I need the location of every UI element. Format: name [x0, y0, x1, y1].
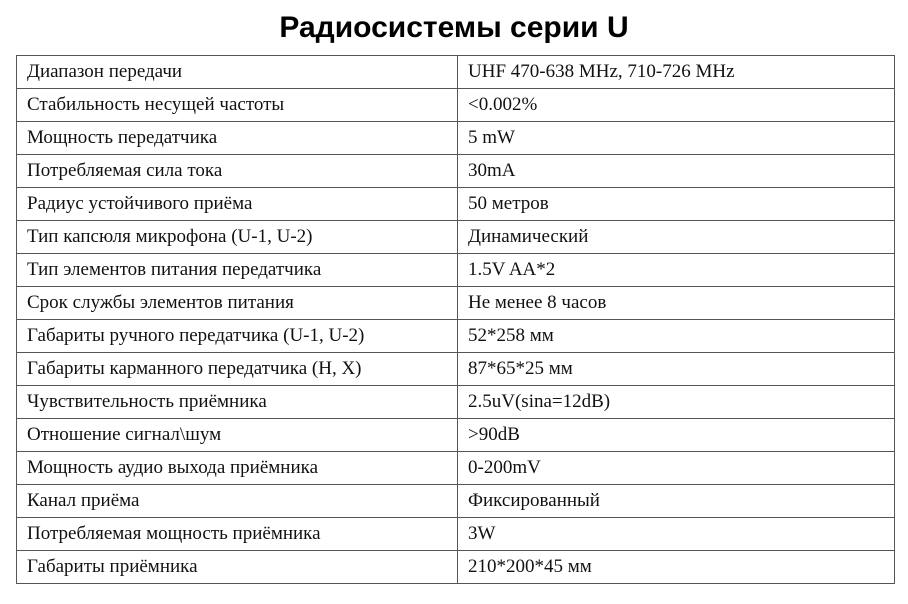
specs-table-body — [17, 56, 895, 584]
value-cell: 210*200*45 мм — [458, 551, 895, 584]
parameter-cell: Канал приёма — [17, 485, 458, 518]
value-cell: 50 метров — [458, 188, 895, 221]
table-row — [17, 122, 895, 155]
parameter-cell: Потребляемая сила тока — [17, 155, 458, 188]
table-row — [17, 287, 895, 320]
parameter-cell: Мощность аудио выхода приёмника — [17, 452, 458, 485]
value-cell: Динамический — [458, 221, 895, 254]
parameter-cell: Габариты приёмника — [17, 551, 458, 584]
value-cell: 2.5uV(sina=12dB) — [458, 386, 895, 419]
parameter-cell: Габариты ручного передатчика (U-1, U-2) — [17, 320, 458, 353]
table-row — [17, 188, 895, 221]
value-cell: 5 mW — [458, 122, 895, 155]
value-cell: 52*258 мм — [458, 320, 895, 353]
value-cell: UHF 470-638 MHz, 710-726 MHz — [458, 56, 895, 89]
table-row — [17, 89, 895, 122]
table-row — [17, 320, 895, 353]
parameter-cell: Отношение сигнал\шум — [17, 419, 458, 452]
table-row — [17, 485, 895, 518]
parameter-cell: Потребляемая мощность приёмника — [17, 518, 458, 551]
table-row — [17, 518, 895, 551]
table-row — [17, 419, 895, 452]
table-row — [17, 551, 895, 584]
table-row — [17, 386, 895, 419]
parameter-cell: Габариты карманного передатчика (H, X) — [17, 353, 458, 386]
table-row — [17, 254, 895, 287]
value-cell: <0.002% — [458, 89, 895, 122]
parameter-cell: Тип капсюля микрофона (U-1, U-2) — [17, 221, 458, 254]
parameter-cell: Срок службы элементов питания — [17, 287, 458, 320]
page-title: Радиосистемы серии U — [279, 11, 629, 44]
parameter-cell: Диапазон передачи — [17, 56, 458, 89]
parameter-cell: Тип элементов питания передатчика — [17, 254, 458, 287]
parameter-cell: Чувствительность приёмника — [17, 386, 458, 419]
value-cell: Фиксированный — [458, 485, 895, 518]
specs-table — [16, 55, 895, 584]
parameter-cell: Радиус устойчивого приёма — [17, 188, 458, 221]
table-row — [17, 155, 895, 188]
value-cell: 30mA — [458, 155, 895, 188]
value-cell: Не менее 8 часов — [458, 287, 895, 320]
table-row — [17, 452, 895, 485]
parameter-cell: Мощность передатчика — [17, 122, 458, 155]
parameter-cell: Стабильность несущей частоты — [17, 89, 458, 122]
value-cell: >90dB — [458, 419, 895, 452]
value-cell: 3W — [458, 518, 895, 551]
value-cell: 87*65*25 мм — [458, 353, 895, 386]
table-row — [17, 353, 895, 386]
table-row — [17, 56, 895, 89]
value-cell: 1.5V AA*2 — [458, 254, 895, 287]
value-cell: 0-200mV — [458, 452, 895, 485]
table-row — [17, 221, 895, 254]
